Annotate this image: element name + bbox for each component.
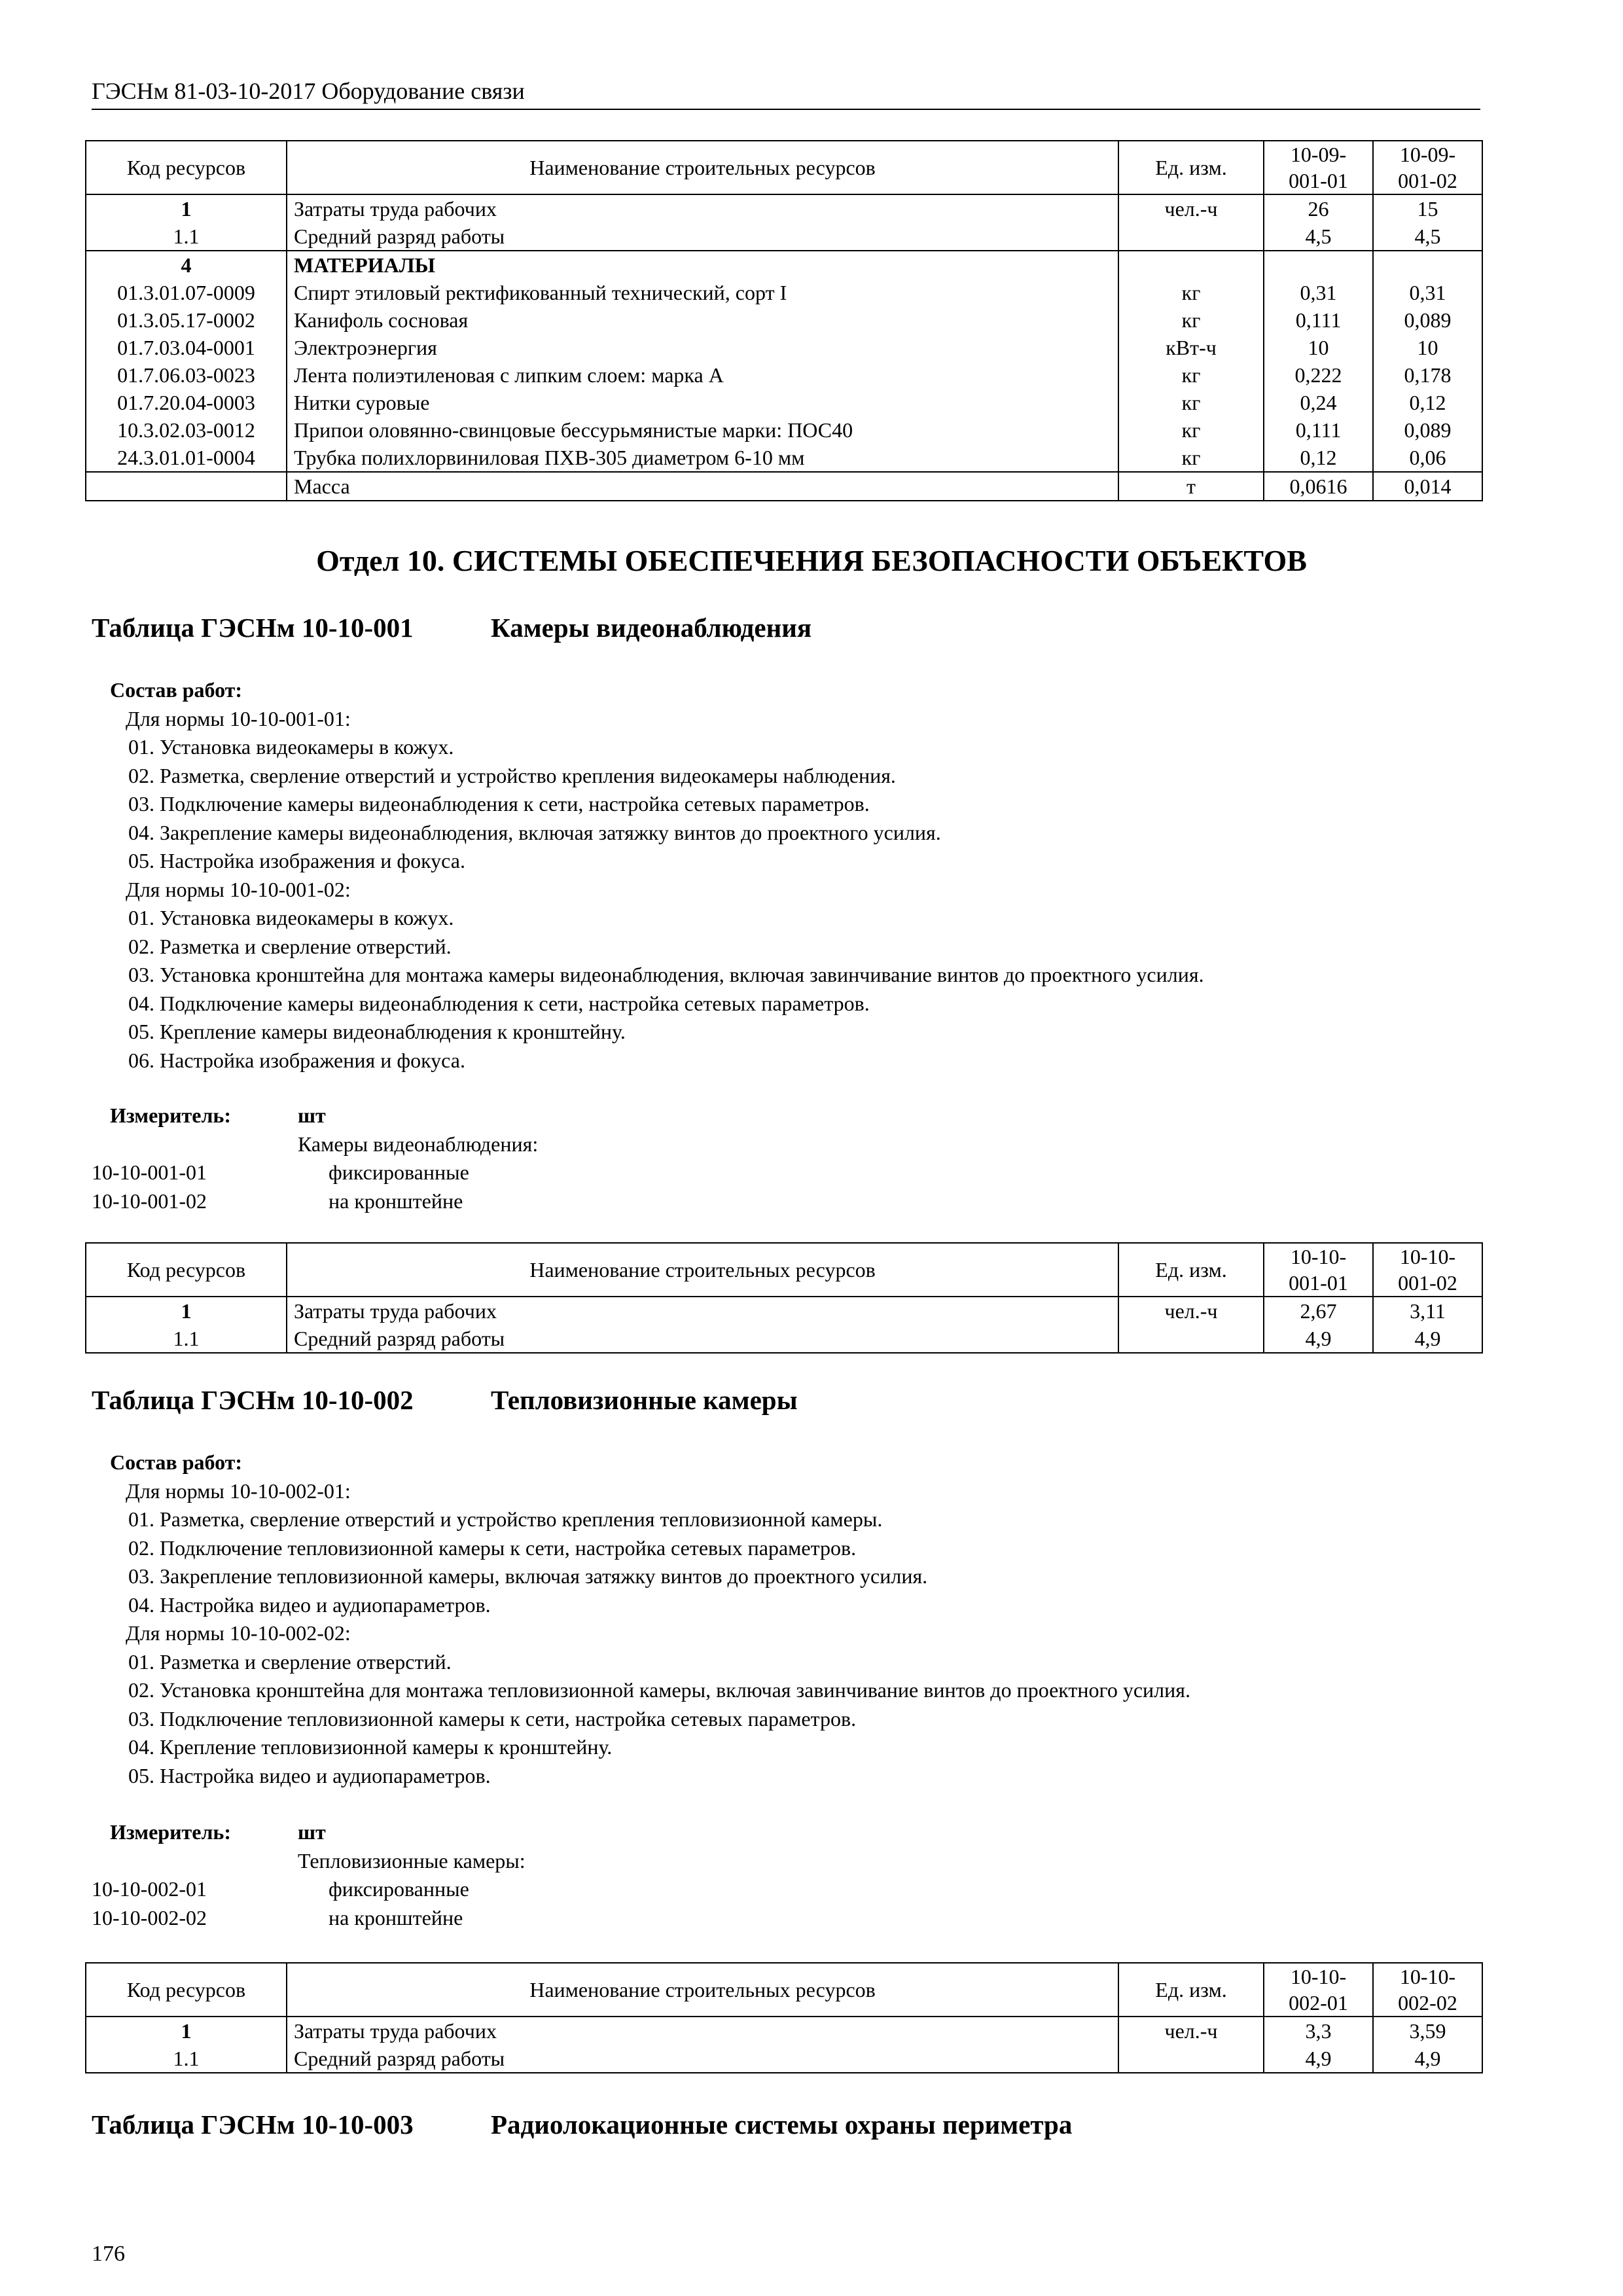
- work-item: 02. Разметка, сверление отверстий и устройство крепления видеокамеры наблюдения.: [128, 763, 896, 787]
- cell-value-1: 26: [1264, 194, 1373, 223]
- cell-name: Затраты труда рабочих: [287, 194, 1118, 223]
- cell-code: 1: [86, 194, 287, 223]
- cell-value-2: 0,178: [1373, 361, 1482, 389]
- table-row: [86, 2045, 1482, 2073]
- cell-value-2: 3,59: [1373, 2017, 1482, 2045]
- table-row: [86, 472, 1482, 501]
- cell-value-1: 0,31: [1264, 279, 1373, 306]
- page-number: 176: [92, 2242, 125, 2266]
- work-item: 04. Настройка видео и аудиопараметров.: [128, 1592, 491, 1617]
- work-item: 02. Разметка и сверление отверстий.: [128, 934, 452, 958]
- table-row: [86, 279, 1482, 306]
- work-item: 04. Подключение камеры видеонаблюдения к сети, настройка сетевых параметров.: [128, 991, 870, 1015]
- work-composition-10-10-001: [110, 676, 1204, 1075]
- cell-unit: [1118, 223, 1264, 251]
- cell-name: Спирт этиловый ректификованный технический, сорт I: [287, 279, 1118, 306]
- cell-code: 01.3.05.17-0002: [86, 306, 287, 334]
- table-row: [86, 361, 1482, 389]
- table-header-row: [86, 141, 1482, 194]
- cell-value-2: 0,089: [1373, 306, 1482, 334]
- col-header-norm-2: 10-10- 002-02: [1373, 1963, 1482, 2017]
- cell-unit: чел.-ч: [1118, 194, 1264, 223]
- work-item: 01. Установка видеокамеры в кожух.: [128, 735, 454, 759]
- cell-code: 1.1: [86, 223, 287, 251]
- cell-unit: кг: [1118, 306, 1264, 334]
- work-item: 03. Закрепление тепловизионной камеры, включая затяжку винтов до проектного усилия.: [128, 1564, 928, 1588]
- cell-value-2: 0,12: [1373, 389, 1482, 416]
- col-header-unit: Ед. изм.: [1118, 141, 1264, 194]
- cell-code: 1.1: [86, 2045, 287, 2073]
- cell-value-2: 15: [1373, 194, 1482, 223]
- measure-text: фиксированные: [329, 1160, 469, 1184]
- cell-value-2: 3,11: [1373, 1297, 1482, 1325]
- table-label: Таблица ГЭСНм 10-10-002: [92, 1385, 414, 1415]
- table-header-row: [86, 1963, 1482, 2017]
- section-title: Отдел 10. СИСТЕМЫ ОБЕСПЕЧЕНИЯ БЕЗОПАСНОСТИ ОБЪЕКТОВ: [316, 544, 1307, 577]
- resources-table-10-10-001: [85, 1242, 1483, 1354]
- cell-code: 4: [86, 251, 287, 279]
- cell-name: Нитки суровые: [287, 389, 1118, 416]
- cell-value-2: 4,9: [1373, 1325, 1482, 1353]
- work-item: 02. Установка кронштейна для монтажа тепловизионной камеры, включая завинчивание винтов до проектного усилия.: [128, 1678, 1190, 1702]
- cell-value-1: 0,0616: [1264, 472, 1373, 501]
- cell-code: 10.3.02.03-0012: [86, 416, 287, 444]
- cell-name: Масса: [287, 472, 1118, 501]
- table-row: [86, 251, 1482, 279]
- table-label: Таблица ГЭСНм 10-10-001: [92, 613, 414, 643]
- measure-unit: шт: [298, 1820, 326, 1844]
- cell-value-2: [1373, 251, 1482, 279]
- col-header-code: Код ресурсов: [86, 1243, 287, 1297]
- col-header-norm-2: 10-10- 001-02: [1373, 1243, 1482, 1297]
- work-composition-label: Состав работ:: [110, 1450, 243, 1474]
- cell-name: Средний разряд работы: [287, 1325, 1118, 1353]
- cell-unit: кг: [1118, 361, 1264, 389]
- cell-name: Припои оловянно-свинцовые бессурьмянистые марки: ПОС40: [287, 416, 1118, 444]
- cell-unit: чел.-ч: [1118, 1297, 1264, 1325]
- cell-code: 01.3.01.07-0009: [86, 279, 287, 306]
- table-row: [86, 444, 1482, 472]
- cell-name: Затраты труда рабочих: [287, 2017, 1118, 2045]
- table-row: [86, 1325, 1482, 1353]
- cell-value-2: 4,9: [1373, 2045, 1482, 2073]
- measure-text: на кронштейне: [329, 1905, 463, 1929]
- cell-unit: кг: [1118, 444, 1264, 472]
- col-header-norm-2: 10-09- 001-02: [1373, 141, 1482, 194]
- cell-value-1: 0,222: [1264, 361, 1373, 389]
- cell-value-1: 10: [1264, 334, 1373, 361]
- measure-text: фиксированные: [329, 1877, 469, 1901]
- cell-code: 1: [86, 2017, 287, 2045]
- cell-value-2: 0,014: [1373, 472, 1482, 501]
- col-header-norm-1: 10-09- 001-01: [1264, 141, 1373, 194]
- header-title: ГЭСНм 81-03-10-2017 Оборудование связи: [92, 78, 525, 104]
- cell-value-2: 0,089: [1373, 416, 1482, 444]
- measure-title: Камеры видеонаблюдения:: [298, 1132, 539, 1156]
- col-header-code: Код ресурсов: [86, 141, 287, 194]
- resources-table-10-09-001: [85, 140, 1483, 501]
- resources-table-10-10-002: [85, 1962, 1483, 2073]
- cell-name: Средний разряд работы: [287, 2045, 1118, 2073]
- work-item: 05. Настройка изображения и фокуса.: [128, 849, 465, 872]
- cell-unit: кг: [1118, 416, 1264, 444]
- cell-value-1: 4,9: [1264, 2045, 1373, 2073]
- measure-code: 10-10-001-02: [92, 1189, 207, 1213]
- table-title-10-10-001: [92, 612, 812, 643]
- work-item: 01. Разметка и сверление отверстий.: [128, 1649, 452, 1674]
- col-header-name: Наименование строительных ресурсов: [287, 141, 1118, 194]
- work-item: 05. Крепление камеры видеонаблюдения к кронштейну.: [128, 1020, 626, 1043]
- cell-unit: т: [1118, 472, 1264, 501]
- work-item: 01. Установка видеокамеры в кожух.: [128, 906, 454, 929]
- table-row: [86, 334, 1482, 361]
- table-name: Тепловизионные камеры: [491, 1385, 798, 1415]
- cell-value-2: 4,5: [1373, 223, 1482, 251]
- cell-value-2: 0,06: [1373, 444, 1482, 472]
- cell-value-1: 0,12: [1264, 444, 1373, 472]
- work-item: Для нормы 10-10-001-01:: [126, 706, 351, 730]
- cell-unit: [1118, 1325, 1264, 1353]
- cell-code: [86, 472, 287, 501]
- measure-text: на кронштейне: [329, 1189, 463, 1213]
- table-row: [86, 389, 1482, 416]
- col-header-name: Наименование строительных ресурсов: [287, 1243, 1118, 1297]
- running-header: [92, 77, 1480, 110]
- cell-code: 01.7.06.03-0023: [86, 361, 287, 389]
- work-item: Для нормы 10-10-002-01:: [126, 1479, 351, 1503]
- cell-unit: чел.-ч: [1118, 2017, 1264, 2045]
- table-header-row: [86, 1243, 1482, 1297]
- cell-unit: кг: [1118, 389, 1264, 416]
- table-row: [86, 223, 1482, 251]
- table-row: [86, 306, 1482, 334]
- cell-code: 01.7.20.04-0003: [86, 389, 287, 416]
- cell-value-1: 4,5: [1264, 223, 1373, 251]
- col-header-code: Код ресурсов: [86, 1963, 287, 2017]
- cell-name: Канифоль сосновая: [287, 306, 1118, 334]
- table-row: [86, 2017, 1482, 2045]
- work-item: 02. Подключение тепловизионной камеры к сети, настройка сетевых параметров.: [128, 1535, 857, 1560]
- cell-value-1: 0,111: [1264, 416, 1373, 444]
- cell-unit: [1118, 251, 1264, 279]
- cell-value-1: [1264, 251, 1373, 279]
- cell-value-1: 0,111: [1264, 306, 1373, 334]
- cell-name: Электроэнергия: [287, 334, 1118, 361]
- work-item: 03. Подключение камеры видеонаблюдения к сети, настройка сетевых параметров.: [128, 792, 870, 816]
- cell-name: Трубка полихлорвиниловая ПХВ-305 диаметром 6-10 мм: [287, 444, 1118, 472]
- measure-title: Тепловизионные камеры:: [298, 1848, 526, 1873]
- cell-unit: кВт-ч: [1118, 334, 1264, 361]
- table-row: [86, 416, 1482, 444]
- work-item: Для нормы 10-10-001-02:: [126, 877, 351, 901]
- table-row: [86, 1297, 1482, 1325]
- cell-code: 1: [86, 1297, 287, 1325]
- cell-code: 01.7.03.04-0001: [86, 334, 287, 361]
- work-item: 04. Закрепление камеры видеонаблюдения, включая затяжку винтов до проектного усилия.: [128, 820, 941, 844]
- cell-value-1: 0,24: [1264, 389, 1373, 416]
- measure-code: 10-10-002-02: [92, 1905, 207, 1929]
- measure-unit: шт: [298, 1103, 326, 1127]
- col-header-unit: Ед. изм.: [1118, 1963, 1264, 2017]
- work-item: 03. Подключение тепловизионной камеры к сети, настройка сетевых параметров.: [128, 1706, 857, 1731]
- col-header-norm-1: 10-10- 001-01: [1264, 1243, 1373, 1297]
- table-row: [86, 194, 1482, 223]
- measure-code: 10-10-001-01: [92, 1160, 207, 1184]
- col-header-unit: Ед. изм.: [1118, 1243, 1264, 1297]
- cell-name: МАТЕРИАЛЫ: [287, 251, 1118, 279]
- cell-unit: кг: [1118, 279, 1264, 306]
- cell-name: Лента полиэтиленовая с липким слоем: марка А: [287, 361, 1118, 389]
- cell-name: Затраты труда рабочих: [287, 1297, 1118, 1325]
- table-name: Камеры видеонаблюдения: [491, 613, 812, 643]
- cell-name: Средний разряд работы: [287, 223, 1118, 251]
- cell-value-2: 10: [1373, 334, 1482, 361]
- work-item: 05. Настройка видео и аудиопараметров.: [128, 1763, 491, 1787]
- work-item: Для нормы 10-10-002-02:: [126, 1621, 351, 1645]
- work-composition-label: Состав работ:: [110, 678, 243, 702]
- measure-label: Измеритель:: [110, 1103, 231, 1127]
- table-name: Радиолокационные системы охраны периметра: [491, 2109, 1073, 2140]
- table-label: Таблица ГЭСНм 10-10-003: [92, 2109, 414, 2140]
- cell-value-1: 4,9: [1264, 1325, 1373, 1353]
- table-title-10-10-002: [92, 1384, 798, 1416]
- cell-unit: [1118, 2045, 1264, 2073]
- table-title-10-10-003: [92, 2109, 1073, 2140]
- work-item: 06. Настройка изображения и фокуса.: [128, 1048, 465, 1072]
- work-item: 04. Крепление тепловизионной камеры к кронштейну.: [128, 1735, 613, 1759]
- col-header-name: Наименование строительных ресурсов: [287, 1963, 1118, 2017]
- cell-code: 24.3.01.01-0004: [86, 444, 287, 472]
- cell-value-2: 0,31: [1373, 279, 1482, 306]
- cell-value-1: 3,3: [1264, 2017, 1373, 2045]
- cell-value-1: 2,67: [1264, 1297, 1373, 1325]
- cell-code: 1.1: [86, 1325, 287, 1353]
- work-item: 03. Установка кронштейна для монтажа камеры видеонаблюдения, включая завинчивание винтов до проектного усилия.: [128, 963, 1204, 986]
- work-composition-10-10-002: [110, 1448, 1190, 1790]
- work-item: 01. Разметка, сверление отверстий и устройство крепления тепловизионной камеры.: [128, 1507, 883, 1531]
- measure-code: 10-10-002-01: [92, 1877, 207, 1901]
- measure-label: Измеритель:: [110, 1820, 231, 1844]
- col-header-norm-1: 10-10- 002-01: [1264, 1963, 1373, 2017]
